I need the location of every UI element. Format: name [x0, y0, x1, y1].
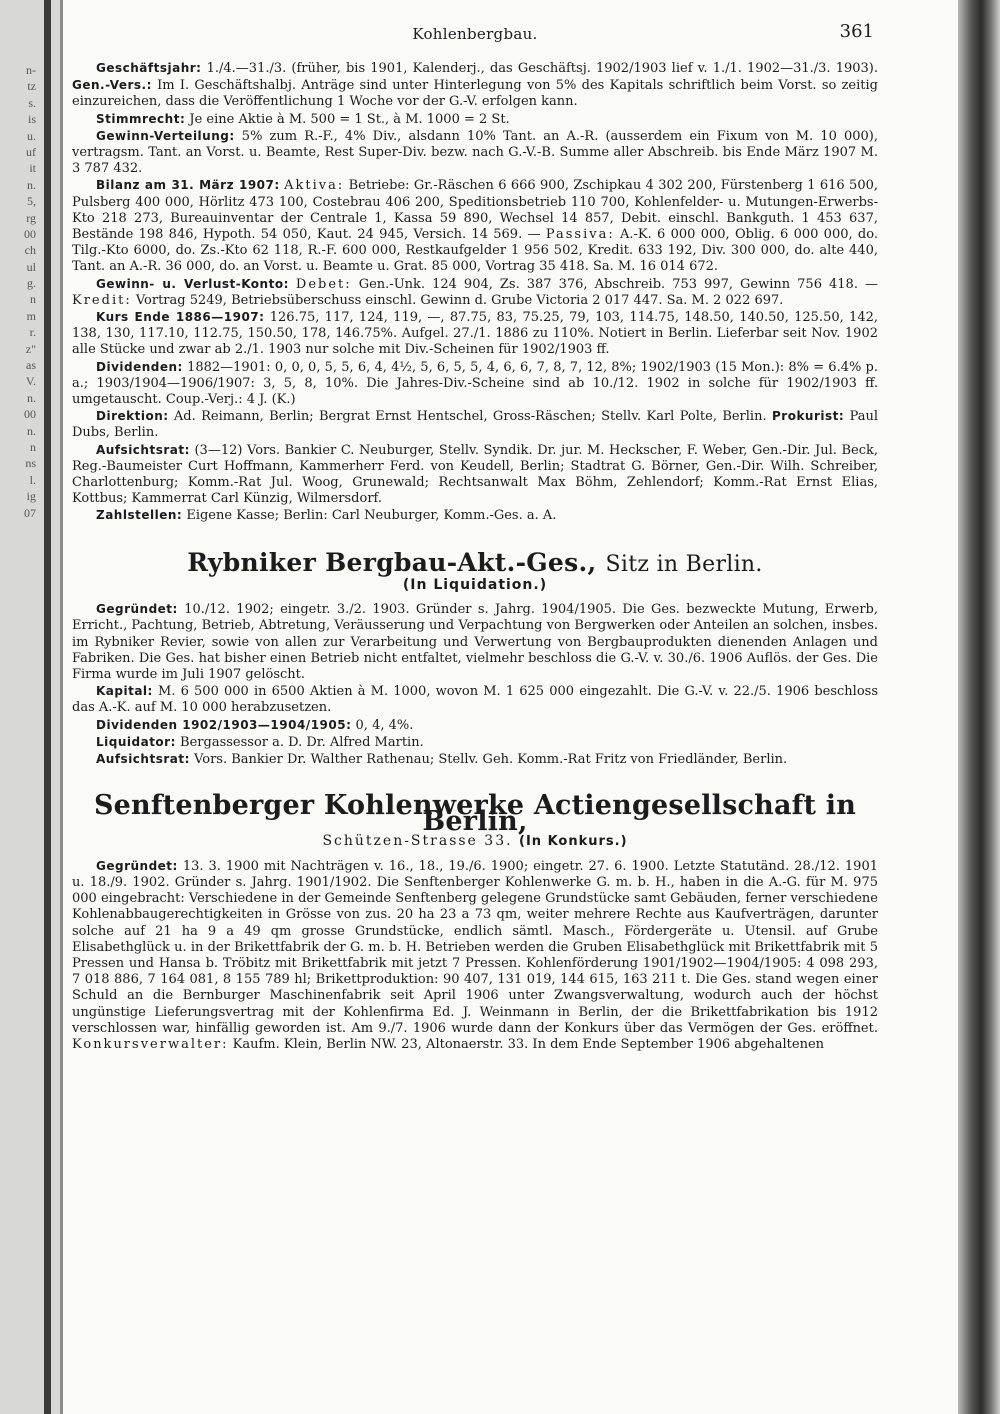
company-status: (In Liquidation.)	[402, 576, 548, 593]
entry-kurs: Kurs Ende 1886—1907: 126.75, 117, 124, 119, —, 87.75, 83, 75.25, 79, 103, 114.75, 148.50, 140.50, 125.50, 142, 138, 130, 117.10, 112.75, 150.50, 178, 146.75%. Aufgel. 27./1. 1886 zu 110%. Notiert in Berlin. Lieferbar seit Nov. 1902 alle Stücke und zwar ab 2./1. 1903 nur solche mit Div.-Scheinen für 1902/1903 ff.	[72, 310, 878, 358]
entry-geschaeftsjahr: Geschäftsjahr: 1./4.—31./3. (früher, bis 1901, Kalenderj., das Geschäftsj. 1902/1903 lief v. 1./1. 1902—31./3. 1903). Gen.-Vers.: Im I. Geschäftshalbj. Anträge sind unter Hinterlegung von 5% des Kapitals schriftlich beim Vorst. so zeitig einzureichen, dass die Veröffentlichung 1 Woche vor der G.-V. erfolgen kann.	[72, 61, 878, 110]
facing-page-fragment: uf	[26, 144, 36, 159]
entry-gegruendet: Gegründet: 13. 3. 1900 mit Nachträgen v. 16., 18., 19./6. 1900; eingetr. 27. 6. 1900. Letzte Statutänd. 28./12. 1901 u. 18./9. 1902. Gründer s. Jahrg. 1901/1902. Die Senftenberger Kohlenwerke G. m. b. H., haben in die A.-G. für M. 975 000 eingebracht: Verschiedene in der Gemeinde Senftenberg gelegene Grundstücke samt Gebäuden, ferner verschiedene Kohlenabbaugerechtigkeiten in Grösse von zus. 20 ha 23 a 73 qm, weiter mehrere Rechte aus Kaufverträgen, darunter solche auf 21 ha 9 a 49 qm grosse Grundstücke, endlich sämtl. Masch., Fördergeräte u. Utensil. auf Grube Elisabethglück u. in der Brikettfabrik der G. m. b. H. Betrieben werden die Gruben Elisabethglück mit Brikettfabrik mit 5 Pressen und Hansa b. Tröbitz mit Brikettfabrik mit jetzt 7 Pressen. Kohlenförderung 1901/1902—1904/1905: 4 098 293, 7 018 886, 7 164 081, 8 155 789 hl; Brikettproduktion: 90 407, 131 019, 144 615, 163 211 t. Die Ges. stand wegen einer Schuld an die Bernburger Maschinenfabrik seit April 1906 unter Zwangsverwaltung, wodurch auch der höchst ungünstige Lieferungsvertrag mit der Kohlenfirma Ed. J. Weinmann in Berlin, der die Brikettfabrikation bis 1912 verschlossen war, hinfällig geworden ist. Am 9./7. 1906 wurde dann der Konkurs über das Vermögen der Ges. eröffnet. Konkursverwalter: Kaufm. Klein, Berlin NW. 23, Altonaerstr. 33. In dem Ende September 1906 abgehaltenen	[72, 858, 878, 1052]
left-gutter-binding	[0, 0, 63, 1414]
entry-kapital: Kapital: M. 6 500 000 in 6500 Aktien à M. 1000, wovon M. 1 625 000 eingezahlt. Die G.-V. v. 22./5. 1906 beschloss das A.-K. auf M. 10 000 herabzusetzen.	[72, 684, 878, 716]
facing-page-fragment: V.	[25, 374, 36, 389]
entry-stimmrecht: Stimmrecht: Je eine Aktie à M. 500 = 1 St., à M. 1000 = 2 St.	[96, 111, 510, 127]
facing-page-fragment: 00	[24, 226, 36, 241]
facing-page-fragment: l.	[29, 472, 36, 487]
facing-page-fragment: 5,	[27, 194, 36, 209]
company-name: Rybniker Bergbau-Akt.-Ges., Sitz in Berlin.	[187, 547, 763, 577]
company-address: Schützen-Strasse 33. (In Konkurs.)	[322, 832, 628, 849]
facing-page-fragment: rg	[26, 210, 36, 225]
facing-page-fragment: g.	[27, 276, 36, 291]
facing-page-fragment: it	[29, 161, 36, 176]
facing-page-fragment: n	[30, 439, 36, 454]
entry-liquidator: Liquidator: Bergassessor a. D. Dr. Alfred Martin.	[96, 734, 424, 750]
facing-page-fragment: is	[27, 112, 36, 127]
facing-page-fragment: u.	[27, 128, 36, 143]
facing-page-fragment: tz	[27, 79, 36, 94]
entry-direktion: Direktion: Ad. Reimann, Berlin; Bergrat Ernst Hentschel, Gross-Räschen; Stellv. Karl Polte, Berlin. Prokurist: Paul Dubs, Berlin.	[72, 409, 879, 441]
entry-dividenden: Dividenden 1902/1903—1904/1905: 0, 4, 4%.	[96, 717, 414, 733]
entry-bilanz: Bilanz am 31. März 1907: Aktiva: Betriebe: Gr.-Räschen 6 666 900, Zschipkau 4 302 200, Fürstenberg 1 616 500, Pulsberg 400 000, Hörlitz 473 100, Costebrau 406 200, Speditionsbetrieb 110 700, Kohlenfelder- u. Mutungen-Erwerbs-Kto 218 273, Bureauinventar der Centrale 1, Kassa 59 890, Wechsel 14 857, Debit. einschl. Bankguth. 1 453 637, Bestände 198 846, Hypoth. 54 050, Kaut. 24 945, Versich. 14 569. — Passiva: A.-K. 6 000 000, Oblig. 6 000 000, do. Tilg.-Kto 6000, do. Zs.-Kto 62 118, R.-F. 600 000, Restkaufgelder 1 956 502, Kredit. 633 192, Div. 300 000, do. alte 440, Tant. an A.-R. 36 000, do. an Vorst. u. Beamte u. Grat. 85 000, Vortrag 35 418. Sa. M. 16 014 672.	[72, 178, 878, 275]
facing-page-fragment: 07	[24, 505, 36, 520]
facing-page-fragment: ul	[26, 259, 36, 274]
entry-zahlstellen: Zahlstellen: Eigene Kasse; Berlin: Carl Neuburger, Komm.-Ges. a. A.	[96, 508, 557, 524]
company-heading-senftenberger	[72, 790, 878, 850]
entry-aufsichtsrat: Aufsichtsrat: Vors. Bankier Dr. Walther Rathenau; Stellv. Geh. Komm.-Rat Fritz von Friedländer, Berlin.	[96, 751, 788, 767]
facing-page-fragment: z"	[25, 341, 36, 356]
entry-aufsichtsrat: Aufsichtsrat: (3—12) Vors. Bankier C. Neuburger, Stellv. Syndik. Dr. jur. M. Heckscher, F. Weber, Gen.-Dir. Jul. Beck, Reg.-Baumeister Curt Hoffmann, Kammerherr Ferd. von Keudell, Berlin; Stadtrat G. Börner, Gen.-Dir. Wilh. Schreiber, Charlottenburg; Komm.-Rat Jul. Woog, Grunewald; Rechtsanwalt Max Böhm, Zehlendorf; Komm.-Rat Ernst Elias, Kottbus; Kammerrat Carl Künzig, Wilmersdorf.	[72, 442, 878, 507]
page-number: 361	[839, 21, 874, 42]
entry-gewinn-verlust: Gewinn- u. Verlust-Konto: Debet: Gen.-Unk. 124 904, Zs. 387 376, Abschreib. 753 997, Gewinn 756 418. — Kredit: Vortrag 5249, Betriebsüberschuss einschl. Gewinn d. Grube Victoria 2 017 447. Sa. M. 2 022 697.	[72, 276, 878, 308]
company-name: Senftenberger Kohlenwerke Actiengesellschaft in Berlin,	[93, 790, 857, 838]
facing-page-fragment: r.	[29, 325, 36, 340]
company-status: (In Konkurs.)	[519, 833, 628, 849]
binding-strip	[44, 0, 51, 1414]
facing-page-fragment: n.	[27, 423, 36, 438]
facing-page-fragment: ch	[24, 243, 36, 258]
facing-page-fragment: ig	[26, 489, 36, 504]
facing-page-fragment: m	[26, 308, 36, 323]
facing-page-fragment: n.	[27, 177, 36, 192]
entry-gewinn-verteilung: Gewinn-Verteilung: 5% zum R.-F., 4% Div., alsdann 10% Tant. an A.-R. (ausserdem ein Fixum von M. 10 000), vertragsm. Tant. an Vorst. u. Beamte, Rest Super-Div. bezw. nach G.-V.-B. Summe aller Abschreib. bis Ende März 1907 M. 3 787 432.	[72, 128, 878, 177]
facing-page-fragment: n.	[27, 390, 36, 405]
right-edge-shadow	[958, 0, 1000, 1414]
company-heading-rybniker	[72, 547, 878, 593]
facing-page-fragment: n-	[26, 63, 36, 77]
entry-gegruendet: Gegründet: 10./12. 1902; eingetr. 3./2. 1903. Gründer s. Jahrg. 1904/1905. Die Ges. bezweckte Mutung, Erwerb, Erricht., Pachtung, Betrieb, Abtretung, Veräusserung und Verpachtung von Bergwerken oder Anteilen an solchen, insbes. im Rybniker Revier, sowie von allen zur Verarbeitung und Verwertung von Bergbauprodukten dienenden Anlagen und Fabriken. Die Ges. hat bisher einen Betrieb nicht entfaltet, vielmehr beschloss die G.-V. v. 30./6. 1906 Auflös. der Ges. Die Firma wurde im Juli 1907 gelöscht.	[72, 602, 878, 682]
entry-dividenden: Dividenden: 1882—1901: 0, 0, 0, 5, 5, 6, 4, 4½, 5, 6, 5, 5, 4, 6, 6, 7, 8, 7, 12, 8%; 1902/1903 (15 Mon.): 8% = 6.4% p. a.; 1903/1904—1906/1907: 3, 5, 8, 10%. Die Jahres-Div.-Scheine sind ab 10./12. 1902 in solche für 1902/1903 ff. umgetauscht. Coup.-Verj.: 4 J. (K.)	[72, 359, 878, 408]
running-title: Kohlenbergbau.	[412, 25, 538, 43]
facing-page-fragment: 00	[24, 407, 36, 422]
facing-page-fragments	[0, 62, 36, 521]
facing-page-fragment: n	[30, 292, 36, 307]
page-content	[72, 22, 878, 1053]
facing-page-fragment: ns	[25, 456, 36, 471]
facing-page-fragment: as	[26, 358, 36, 373]
running-header	[72, 22, 878, 50]
facing-page-fragment: s.	[28, 95, 36, 110]
